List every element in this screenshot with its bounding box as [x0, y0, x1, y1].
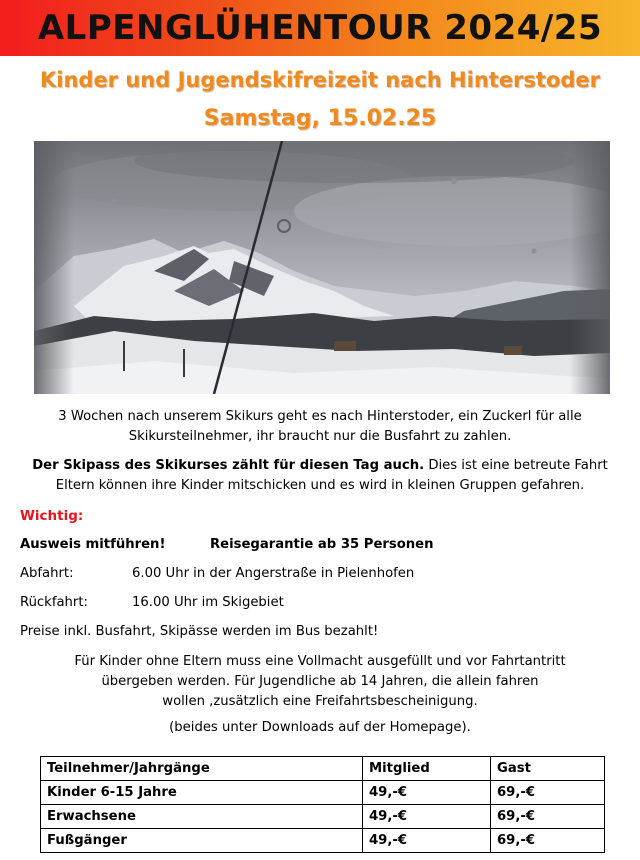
table-header: Mitglied [363, 757, 491, 781]
table-cell: 49,-€ [363, 829, 491, 853]
table-cell: 69,-€ [491, 805, 605, 829]
table-row [41, 781, 605, 805]
table-cell: Erwachsene [41, 805, 363, 829]
event-date: Samstag, 15.02.25 [203, 106, 437, 131]
table-cell: Kinder 6-15 Jahre [41, 781, 363, 805]
table-cell: 69,-€ [491, 781, 605, 805]
table-cell: 69,-€ [491, 829, 605, 853]
mountain-photo [34, 141, 610, 394]
table-cell: 49,-€ [363, 805, 491, 829]
prices-note: Preise inkl. Busfahrt, Skipässe werden im Bus bezahlt! [20, 624, 379, 639]
table-header-row [41, 757, 605, 781]
table-row [41, 829, 605, 853]
skipass-text: Der Skipass des Skikurses zählt für diesen Tag auch. Dies ist eine betreute Fahrt Eltern können ihre Kinder mitschicken und es wird in kleinen Gruppen gefahren. [32, 458, 608, 493]
id-requirement-row: Ausweis mitführen! Reisegarantie ab 35 Personen [20, 537, 434, 552]
downloads-note: (beides unter Downloads auf der Homepage). [169, 720, 471, 735]
page-title: ALPENGLÜHENTOUR 2024/25 [37, 8, 603, 48]
return-row: Rückfahrt: 16.00 Uhr im Skigebiet [20, 595, 284, 610]
table-cell: 49,-€ [363, 781, 491, 805]
table-cell: Fußgänger [41, 829, 363, 853]
travel-guarantee: Reisegarantie ab 35 Personen [210, 537, 434, 552]
table-row [41, 805, 605, 829]
departure-row: Abfahrt: 6.00 Uhr in der Angerstraße in Pielenhofen [20, 566, 415, 581]
subtitle: Kinder und Jugendskifreizeit nach Hinterstoder [39, 68, 601, 92]
important-heading: Wichtig: [20, 508, 84, 524]
consent-notice: Für Kinder ohne Eltern muss eine Vollmacht ausgefüllt und vor Fahrtantritt übergeben werden. Für Jugendliche ab 14 Jahren, die allein fahren wollen ,zusätzlich eine Freifahrtsbescheinigung. [74, 654, 566, 709]
price-table [40, 756, 605, 853]
table-header: Gast [491, 757, 605, 781]
intro-text: 3 Wochen nach unserem Skikurs geht es nach Hinterstoder, ein Zuckerl für alle Skikursteilnehmer, ihr braucht nur die Busfahrt zu zahlen. [58, 409, 582, 444]
table-header: Teilnehmer/Jahrgänge [41, 757, 363, 781]
